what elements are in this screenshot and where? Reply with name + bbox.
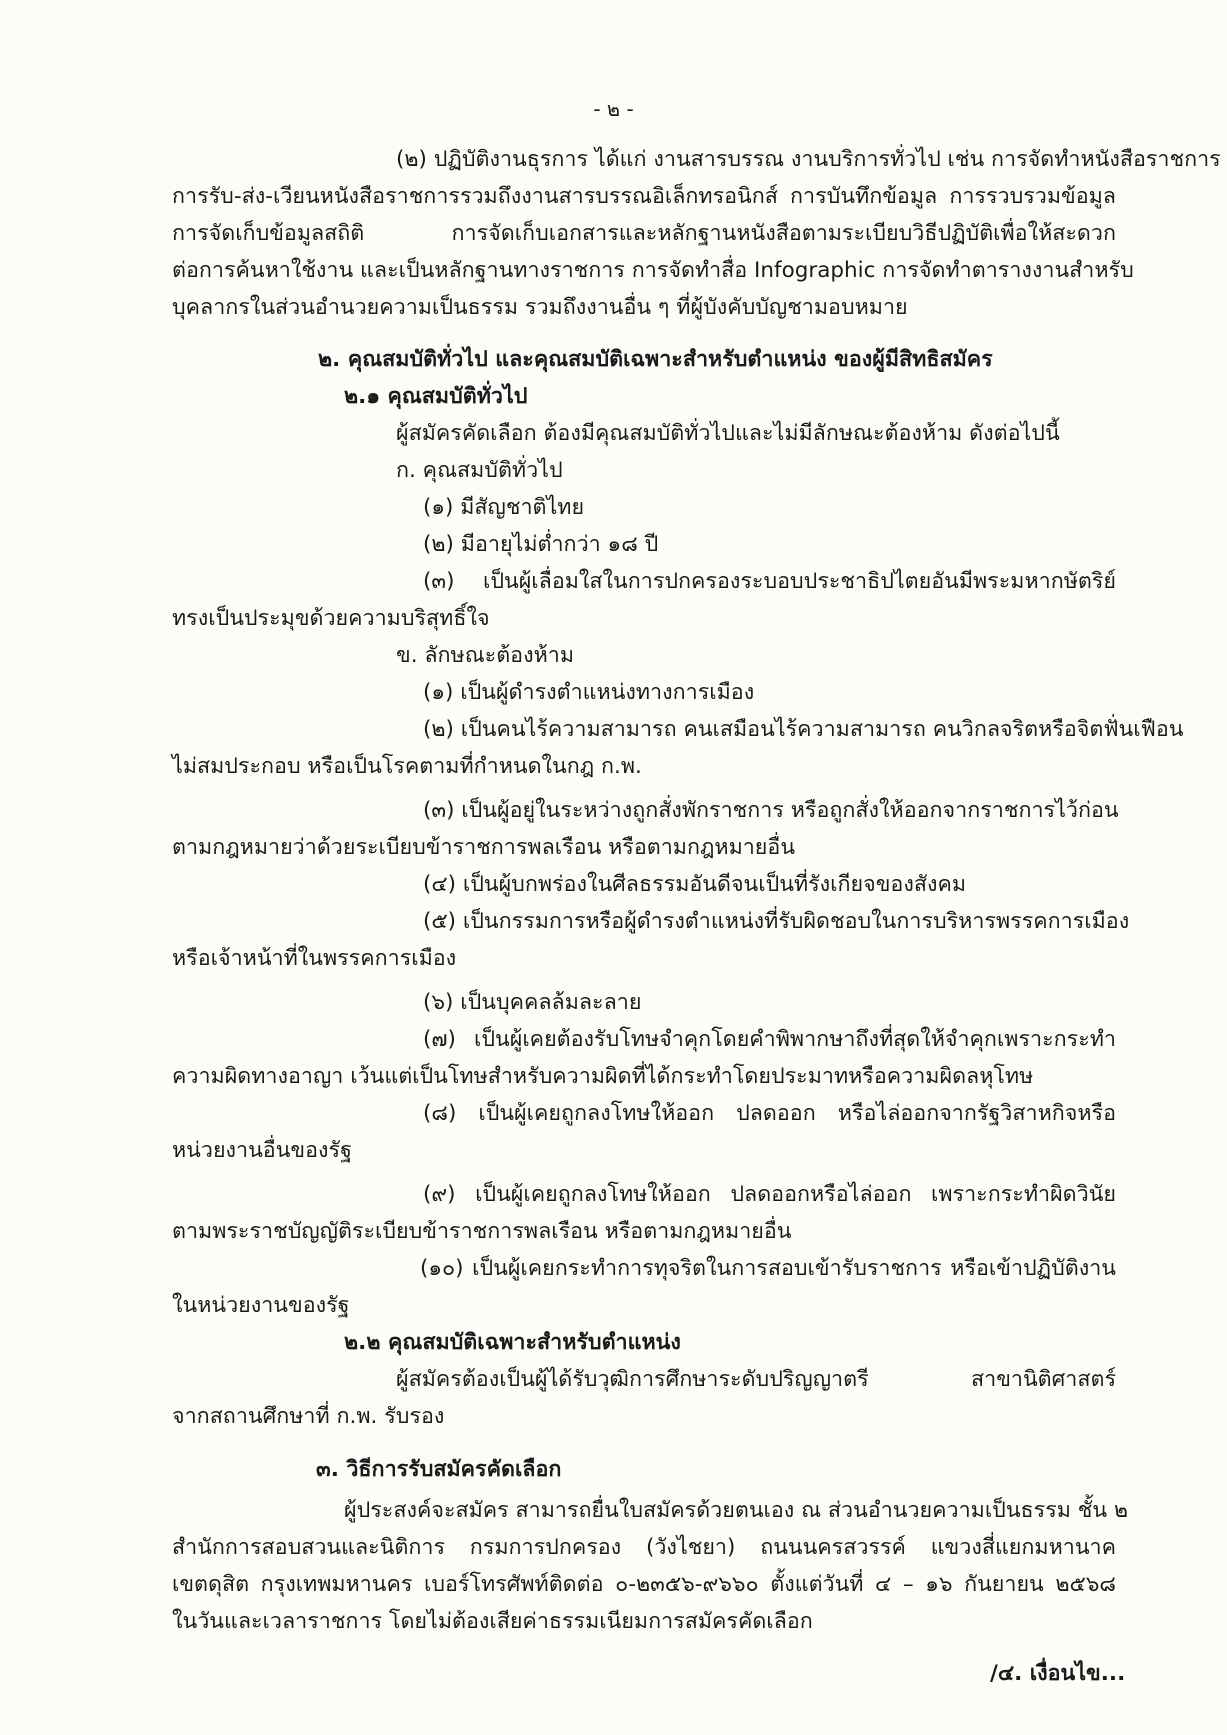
- list-item: (๗) เป็นผู้เคยต้องรับโทษจำคุกโดยคำพิพากษาถึงที่สุดให้จำคุกเพราะกระทำ: [423, 1027, 1116, 1052]
- list-item: (๖) เป็นบุคคลล้มละลาย: [423, 990, 642, 1015]
- list-item-continuation: ในหน่วยงานของรัฐ: [172, 1293, 350, 1318]
- list-item: (๕) เป็นกรรมการหรือผู้ดำรงตำแหน่งที่รับผิดชอบในการบริหารพรรคการเมือง: [423, 909, 1130, 934]
- paragraph-line: เขตดุสิต กรุงเทพมหานคร เบอร์โทรศัพท์ติดต่อ ๐-๒๓๕๖-๙๖๖๐ ตั้งแต่วันที่ ๔ – ๑๖ กันยายน ๒๕๖๘: [172, 1572, 1116, 1597]
- section-heading: ๒. คุณสมบัติทั่วไป และคุณสมบัติเฉพาะสำหรับตำแหน่ง ของผู้มีสิทธิสมัคร: [318, 347, 993, 372]
- paragraph-line: ต่อการค้นหาใช้งาน และเป็นหลักฐานทางราชการ การจัดทำสื่อ Infographic การจัดทำตารางงานสำหรับ: [172, 258, 1134, 283]
- continuation-note: /๔. เงื่อนไข...: [990, 1661, 1126, 1686]
- list-item: (๑) เป็นผู้ดำรงตำแหน่งทางการเมือง: [423, 680, 755, 705]
- list-item: (๓) เป็นผู้อยู่ในระหว่างถูกสั่งพักราชการ หรือถูกสั่งให้ออกจากราชการไว้ก่อน: [423, 798, 1119, 823]
- list-item-continuation: หน่วยงานอื่นของรัฐ: [172, 1138, 352, 1163]
- paragraph-line: ผู้สมัครคัดเลือก ต้องมีคุณสมบัติทั่วไปและไม่มีลักษณะต้องห้าม ดังต่อไปนี้: [396, 421, 1060, 446]
- paragraph-line: ผู้ประสงค์จะสมัคร สามารถยื่นใบสมัครด้วยตนเอง ณ ส่วนอำนวยความเป็นธรรม ชั้น ๒: [344, 1498, 1129, 1523]
- list-item: (๒) เป็นคนไร้ความสามารถ คนเสมือนไร้ความสามารถ คนวิกลจริตหรือจิตฟั่นเฟือน: [423, 717, 1184, 742]
- paragraph-line: ในวันและเวลาราชการ โดยไม่ต้องเสียค่าธรรมเนียมการสมัครคัดเลือก: [172, 1609, 813, 1634]
- list-item-continuation: หรือเจ้าหน้าที่ในพรรคการเมือง: [172, 946, 457, 971]
- list-heading: ก. คุณสมบัติทั่วไป: [396, 458, 563, 483]
- list-item: (๙) เป็นผู้เคยถูกลงโทษให้ออก ปลดออกหรือไล่ออก เพราะกระทำผิดวินัย: [423, 1182, 1116, 1207]
- list-item: (๑๐) เป็นผู้เคยกระทำการทุจริตในการสอบเข้ารับราชการ หรือเข้าปฏิบัติงาน: [420, 1256, 1116, 1281]
- list-item: (๓) เป็นผู้เลื่อมใสในการปกครองระบอบประชาธิปไตยอันมีพระมหากษัตริย์: [423, 569, 1116, 594]
- paragraph-line: บุคลากรในส่วนอำนวยความเป็นธรรม รวมถึงงานอื่น ๆ ที่ผู้บังคับบัญชามอบหมาย: [172, 295, 908, 320]
- list-item-continuation: ทรงเป็นประมุขด้วยความบริสุทธิ์ใจ: [172, 606, 490, 631]
- list-item: (๔) เป็นผู้บกพร่องในศีลธรรมอันดีจนเป็นที่รังเกียจของสังคม: [423, 872, 967, 897]
- paragraph-line: การรับ-ส่ง-เวียนหนังสือราชการรวมถึงงานสารบรรณอิเล็กทรอนิกส์ การบันทึกข้อมูล การรวบรวมข้อมูล: [172, 184, 1116, 209]
- list-item: (๒) มีอายุไม่ต่ำกว่า ๑๘ ปี: [423, 532, 659, 557]
- paragraph-line: (๒) ปฏิบัติงานธุรการ ได้แก่ งานสารบรรณ งานบริการทั่วไป เช่น การจัดทำหนังสือราชการ: [396, 147, 1221, 172]
- list-item-continuation: ความผิดทางอาญา เว้นแต่เป็นโทษสำหรับความผิดที่ได้กระทำโดยประมาทหรือความผิดลหุโทษ: [172, 1064, 1034, 1089]
- paragraph-line: จากสถานศึกษาที่ ก.พ. รับรอง: [172, 1404, 445, 1429]
- list-item-continuation: ตามพระราชบัญญัติระเบียบข้าราชการพลเรือน หรือตามกฎหมายอื่น: [172, 1219, 792, 1244]
- paragraph-line: การจัดเก็บข้อมูลสถิติ การจัดเก็บเอกสารและหลักฐานหนังสือตามระเบียบวิธีปฏิบัติเพื่อให้สะดวก: [172, 221, 1116, 246]
- paragraph-line: สำนักการสอบสวนและนิติการ กรมการปกครอง (วังไชยา) ถนนนครสวรรค์ แขวงสี่แยกมหานาค: [172, 1535, 1116, 1560]
- subsection-heading: ๒.๑ คุณสมบัติทั่วไป: [344, 384, 528, 409]
- list-item-continuation: ตามกฎหมายว่าด้วยระเบียบข้าราชการพลเรือน หรือตามกฎหมายอื่น: [172, 835, 796, 860]
- paragraph-line: ผู้สมัครต้องเป็นผู้ได้รับวุฒิการศึกษาระดับปริญญาตรี สาขานิติศาสตร์: [396, 1367, 1116, 1392]
- list-item: (๑) มีสัญชาติไทย: [423, 495, 585, 520]
- list-item: (๘) เป็นผู้เคยถูกลงโทษให้ออก ปลดออก หรือไล่ออกจากรัฐวิสาหกิจหรือ: [423, 1101, 1116, 1126]
- list-heading: ข. ลักษณะต้องห้าม: [396, 643, 575, 668]
- page-number: - ๒ -: [593, 97, 634, 121]
- subsection-heading: ๒.๒ คุณสมบัติเฉพาะสำหรับตำแหน่ง: [344, 1330, 681, 1355]
- section-heading: ๓. วิธีการรับสมัครคัดเลือก: [316, 1457, 562, 1482]
- list-item-continuation: ไม่สมประกอบ หรือเป็นโรคตามที่กำหนดในกฎ ก.พ.: [172, 754, 642, 779]
